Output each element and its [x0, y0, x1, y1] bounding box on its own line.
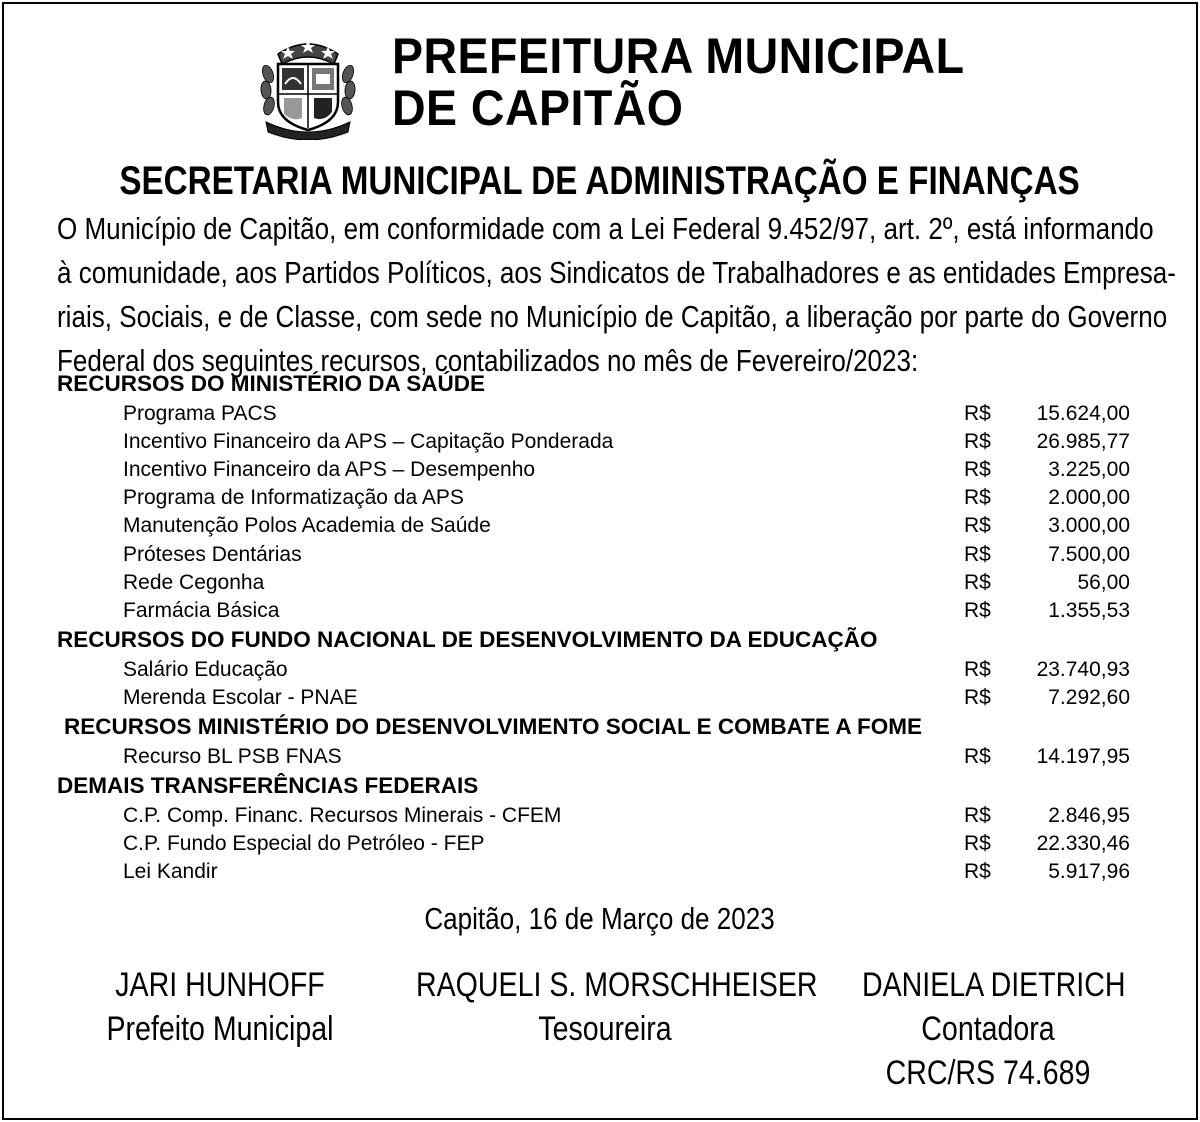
- section-title-demais: DEMAIS TRANSFERÊNCIAS FEDERAIS: [57, 773, 479, 798]
- date-text: Capitão, 16 de Março de 2023: [424, 901, 776, 936]
- item-label: Rede Cegonha: [123, 571, 265, 594]
- list-item: [0, 543, 1200, 571]
- currency-symbol: R$: [964, 599, 991, 622]
- currency-symbol: R$: [964, 658, 991, 681]
- intro-line: Federal dos seguintes recursos, contabilizados no mês de Fevereiro/2023:: [57, 343, 919, 378]
- item-value: 7.292,60: [1048, 686, 1130, 709]
- item-label: Lei Kandir: [123, 860, 218, 883]
- item-value: 14.197,95: [1036, 745, 1130, 768]
- intro-paragraph: [57, 207, 1176, 383]
- item-label: Programa PACS: [123, 402, 277, 425]
- item-value: 3.000,00: [1048, 514, 1130, 537]
- signer-name: DANIELA DIETRICH: [862, 966, 1126, 1004]
- department-heading-text: SECRETARIA MUNICIPAL DE ADMINISTRAÇÃO E FINANÇAS: [119, 159, 1081, 203]
- list-item: [0, 514, 1200, 542]
- currency-symbol: R$: [964, 745, 991, 768]
- currency-symbol: R$: [964, 458, 991, 481]
- item-label: C.P. Fundo Especial do Petróleo - FEP: [123, 832, 485, 855]
- list-item: [0, 832, 1200, 860]
- signature-block-accountant: [838, 963, 1138, 1095]
- item-value: 2.846,95: [1048, 804, 1130, 827]
- item-label: Recurso BL PSB FNAS: [123, 745, 342, 768]
- item-value: 2.000,00: [1048, 486, 1130, 509]
- list-item: [0, 686, 1200, 714]
- currency-symbol: R$: [964, 686, 991, 709]
- currency-symbol: R$: [964, 430, 991, 453]
- item-value: 22.330,46: [1036, 832, 1130, 855]
- section-title-saude: RECURSOS DO MINISTÉRIO DA SAÚDE: [57, 371, 485, 396]
- title-line-1: PREFEITURA MUNICIPAL: [392, 28, 965, 84]
- signer-name: JARI HUNHOFF: [115, 966, 325, 1004]
- intro-line: à comunidade, aos Partidos Políticos, aos Sindicatos de Trabalhadores e as entidades Empresa-: [57, 255, 1176, 290]
- list-item: [0, 804, 1200, 832]
- item-value: 26.985,77: [1036, 430, 1130, 453]
- item-value: 7.500,00: [1048, 543, 1130, 566]
- section-title-social: RECURSOS MINISTÉRIO DO DESENVOLVIMENTO SOCIAL E COMBATE A FOME: [64, 714, 922, 739]
- currency-symbol: R$: [964, 860, 991, 883]
- item-value: 3.225,00: [1048, 458, 1130, 481]
- currency-symbol: R$: [964, 514, 991, 537]
- title-line-2: DE CAPITÃO: [392, 80, 684, 136]
- item-value: 15.624,00: [1036, 402, 1130, 425]
- list-item: [0, 486, 1200, 514]
- intro-line: O Município de Capitão, em conformidade com a Lei Federal 9.452/97, art. 2º, está informando: [57, 211, 1154, 246]
- list-item: [0, 458, 1200, 486]
- list-item: [0, 571, 1200, 599]
- currency-symbol: R$: [964, 832, 991, 855]
- municipal-crest: [258, 24, 358, 140]
- signature-block-treasurer: [380, 963, 830, 1051]
- signer-role: Prefeito Municipal: [106, 1010, 334, 1048]
- list-item: [0, 745, 1200, 773]
- item-label: Incentivo Financeiro da APS – Desempenho: [123, 458, 536, 481]
- list-item: [0, 658, 1200, 686]
- currency-symbol: R$: [964, 486, 991, 509]
- currency-symbol: R$: [964, 543, 991, 566]
- list-item: [0, 860, 1200, 888]
- item-label: Merenda Escolar - PNAE: [123, 686, 358, 709]
- signer-role: Contadora: [921, 1010, 1055, 1048]
- item-label: Próteses Dentárias: [123, 543, 302, 566]
- list-item: [0, 599, 1200, 627]
- item-label: Farmácia Básica: [123, 599, 280, 622]
- item-label: Manutenção Polos Academia de Saúde: [123, 514, 491, 537]
- item-value: 23.740,93: [1036, 658, 1130, 681]
- currency-symbol: R$: [964, 402, 991, 425]
- signer-name: RAQUELI S. MORSCHHEISER: [416, 966, 818, 1004]
- item-label: Salário Educação: [123, 658, 288, 681]
- signature-block-mayor: [70, 963, 370, 1051]
- intro-line: riais, Sociais, e de Classe, com sede no Município de Capitão, a liberação por parte do Governo: [57, 299, 1168, 334]
- section-title-fnde: RECURSOS DO FUNDO NACIONAL DE DESENVOLVIMENTO DA EDUCAÇÃO: [57, 627, 878, 652]
- department-heading: [0, 158, 1200, 204]
- item-label: Incentivo Financeiro da APS – Capitação Ponderada: [123, 430, 614, 453]
- signer-role: Tesoureira: [538, 1010, 672, 1048]
- date-line: [0, 901, 1200, 937]
- item-value: 1.355,53: [1048, 599, 1130, 622]
- item-value: 56,00: [1077, 571, 1130, 594]
- item-label: Programa de Informatização da APS: [123, 486, 464, 509]
- list-item: [0, 430, 1200, 458]
- item-value: 5.917,96: [1048, 860, 1130, 883]
- list-item: [0, 402, 1200, 430]
- currency-symbol: R$: [964, 804, 991, 827]
- signer-registration: CRC/RS 74.689: [885, 1054, 1091, 1092]
- prefeitura-title: [392, 30, 964, 134]
- currency-symbol: R$: [964, 571, 991, 594]
- item-label: C.P. Comp. Financ. Recursos Minerais - CFEM: [123, 804, 562, 827]
